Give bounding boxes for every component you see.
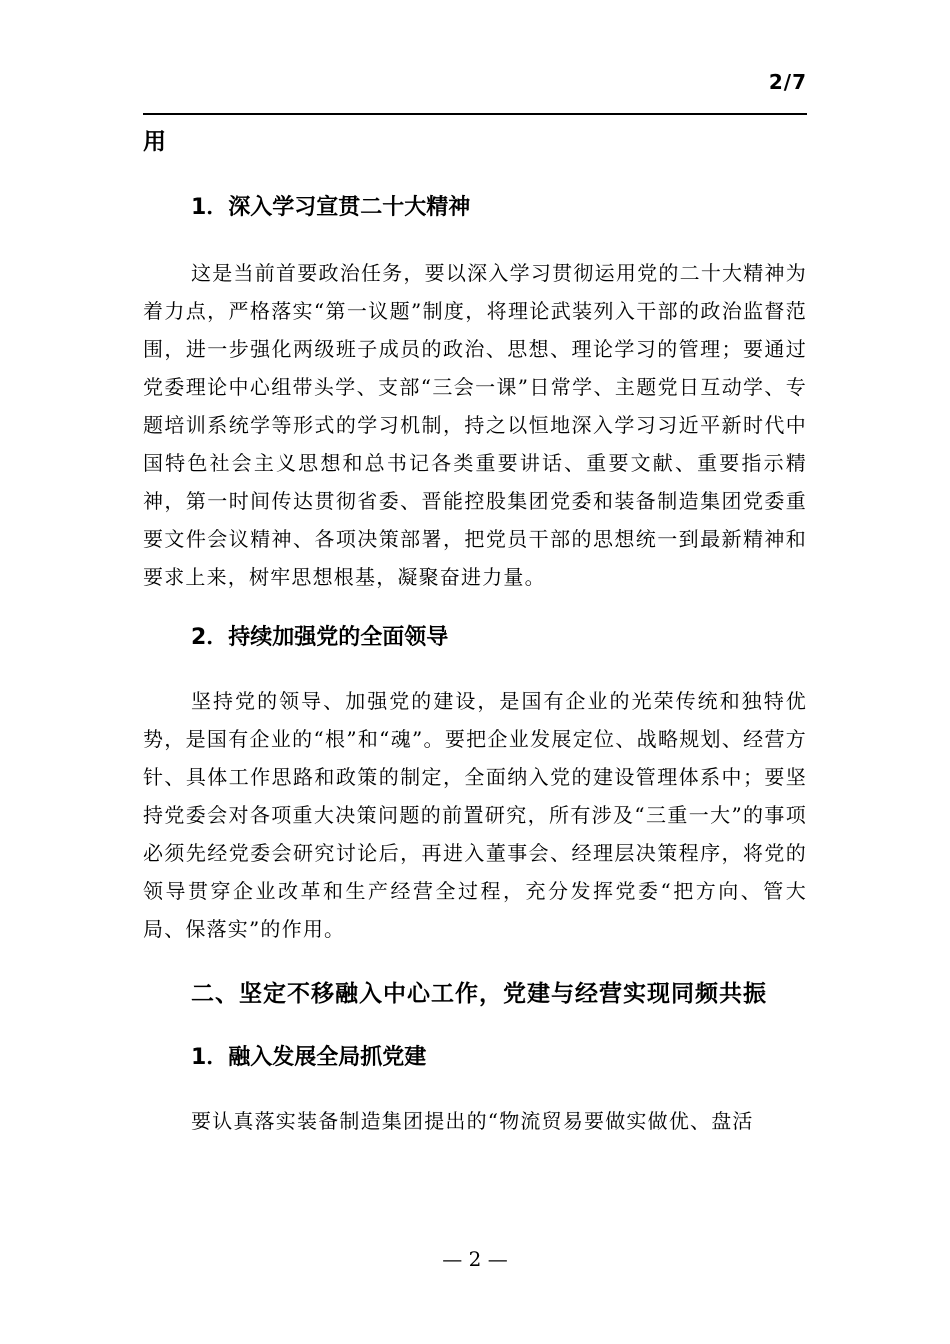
body-paragraph: 要认真落实装备制造集团提出的“物流贸易要做实做优、盘活 <box>191 1109 754 1133</box>
carry-over-text: 用 <box>143 129 166 155</box>
page-counter: 2/7 <box>768 70 807 94</box>
body-paragraph: 这是当前首要政治任务，要以深入学习贯彻运用党的二十大精神为着力点，严格落实“第一议题”制度，将理论武装列入干部的政治监督范围，进一步强化两级班子成员的政治、思想、理论学习的管理；要通过党委理论中心组带头学、支部“三会一课”日常学、主题党日互动学、专题培训系统学等形式的学习机制，持之以恒地深入学习习近平新时代中国特色社会主义思想和总书记各类重要讲话、重要文献、重要指示精神，第一时间传达贯彻省委、晋能控股集团党委和装备制造集团党委重要文件会议精神、各项决策部署，把党员干部的思想统一到最新精神和要求上来，树牢思想根基，凝聚奋进力量。 <box>143 261 807 589</box>
major-heading: 二、坚定不移融入中心工作，党建与经营实现同频共振 <box>191 981 767 1007</box>
section-heading: 2．持续加强党的全面领导 <box>191 625 449 650</box>
body-paragraph: 坚持党的领导、加强党的建设，是国有企业的光荣传统和独特优势，是国有企业的“根”和“魂”。要把企业发展定位、战略规划、经营方针、具体工作思路和政策的制定，全面纳入党的建设管理体系中；要坚持党委会对各项重大决策问题的前置研究，所有涉及“三重一大”的事项必须先经党委会研究讨论后，再进入董事会、经理层决策程序，将党的领导贯穿企业改革和生产经营全过程，充分发挥党委“把方向、管大局、保落实”的作用。 <box>143 689 807 941</box>
header-divider <box>143 113 807 115</box>
document-body <box>143 124 807 1140</box>
section-heading: 1．深入学习宣贯二十大精神 <box>191 195 471 220</box>
page-number-footer: — 2 — <box>442 1247 508 1271</box>
section-heading: 1．融入发展全局抓党建 <box>191 1045 427 1070</box>
